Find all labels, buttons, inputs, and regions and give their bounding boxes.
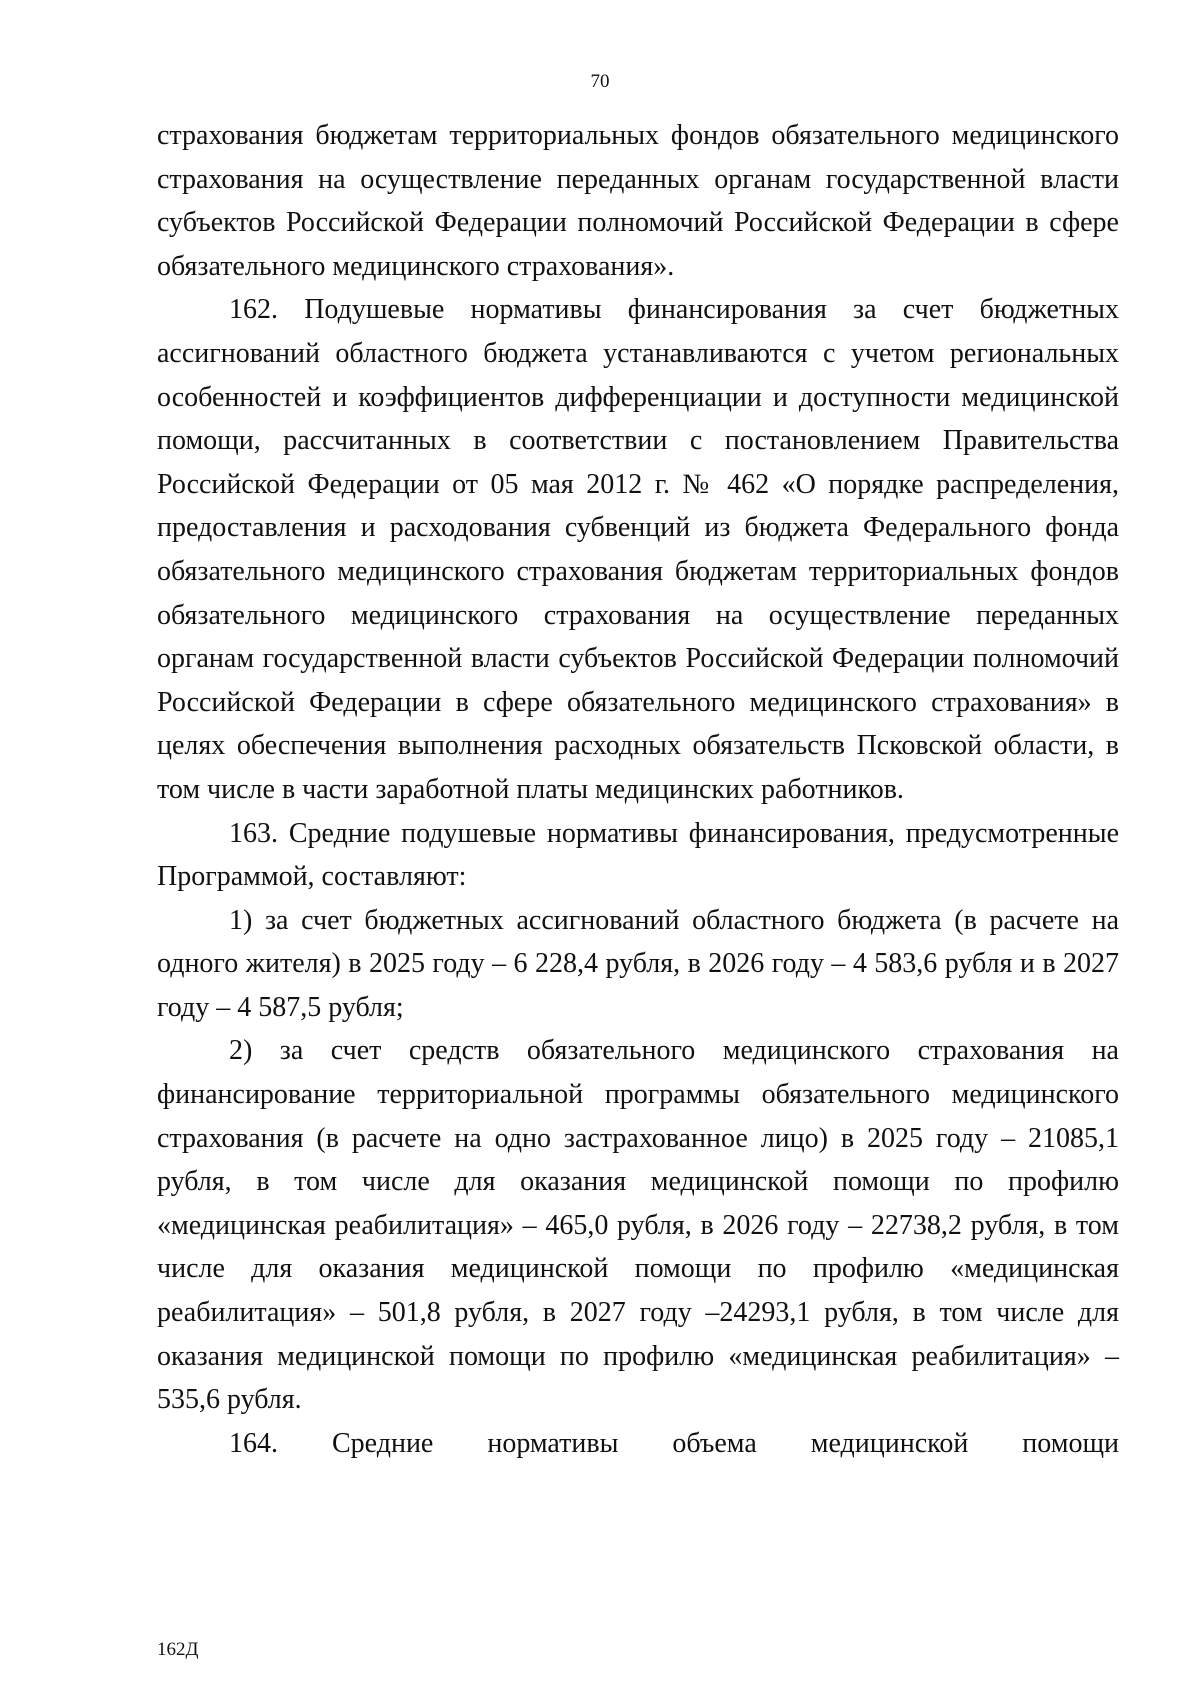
footer-document-code: 162Д	[157, 1639, 199, 1660]
paragraph-item-164: 164. Средние нормативы объема медицинской помощи	[229, 1427, 1119, 1459]
page-number: 70	[590, 71, 610, 92]
paragraph-item-162: 162. Подушевые нормативы финансирования за счет бюджетных ассигнований областного бюджета устанавливаются с учетом региональных особенностей и коэффициентов дифференциации и доступности медицинской помощи, рассчитанных в соответствии с постановлением Правительства Российской Федерации от 05 мая 2012 г. № 462 «О порядке распределения, предоставления и расходования субвенций из бюджета Федерального фонда обязательного медицинского страхования бюджетам территориальных фондов обязательного медицинского страхования на осуществление переданных органам государственной власти субъектов Российской Федерации полномочий Российской Федерации в сфере обязательного медицинского страхования» в целях обеспечения выполнения расходных обязательств Псковской области, в том числе в части заработной платы медицинских работников.	[157, 294, 1119, 805]
paragraph-item-163: 163. Средние подушевые нормативы финансирования, предусмотренные Программой, составляют:	[157, 817, 1119, 893]
document-body	[157, 114, 1119, 1465]
paragraph-continuation: страхования бюджетам территориальных фондов обязательного медицинского страхования на осуществление переданных органам государственной власти субъектов Российской Федерации полномочий Российской Федерации в сфере обязательного медицинского страхования».	[157, 120, 1119, 282]
paragraph-item-163-1: 1) за счет бюджетных ассигнований областного бюджета (в расчете на одного жителя) в 2025 году – 6 228,4 рубля, в 2026 году – 4 583,6 рубля и в 2027 году – 4 587,5 рубля;	[157, 904, 1119, 1023]
paragraph-item-163-2: 2) за счет средств обязательного медицинского страхования на финансирование территориальной программы обязательного медицинского страхования (в расчете на одно застрахованное лицо) в 2025 году – 21085,1 рубля, в том числе для оказания медицинской помощи по профилю «медицинская реабилитация» – 465,0 рубля, в 2026 году – 22738,2 рубля, в том числе для оказания медицинской помощи по профилю «медицинская реабилитация» – 501,8 рубля, в 2027 году –24293,1 рубля, в том числе для оказания медицинской помощи по профилю «медицинская реабилитация» – 535,6 рубля.	[157, 1035, 1119, 1416]
